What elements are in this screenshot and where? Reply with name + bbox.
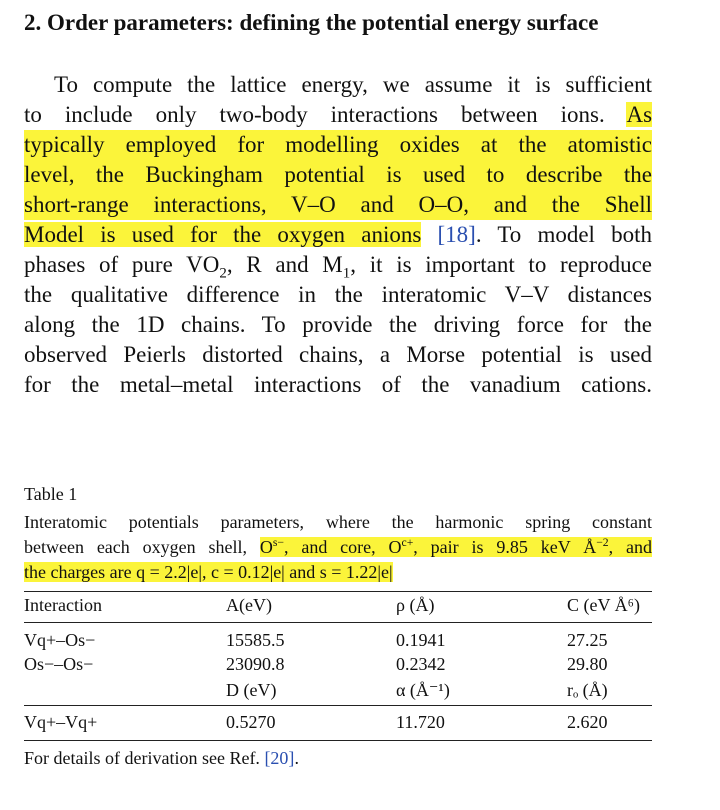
table-footnote [24, 748, 299, 769]
footnote-text: . [294, 748, 299, 768]
table-cell: 11.720 [396, 712, 445, 732]
para-line-4-highlighted: level, the Buckingham potential is used to describe the [24, 160, 652, 190]
header-rho: ρ (Å) [396, 595, 435, 615]
table-cell: 0.5270 [226, 712, 276, 732]
caption-line-1: Interatomic potentials parameters, where the harmonic spring constant [24, 512, 652, 532]
para-text: , R and M [226, 252, 343, 277]
table-cell: 29.80 [567, 654, 608, 674]
para-text: phases of pure VO [24, 252, 220, 277]
caption-text: O [259, 537, 273, 557]
subheader-d: D (eV) [226, 680, 277, 700]
para-line-7 [24, 250, 652, 280]
caption-text: , and [608, 537, 652, 557]
para-text: to include only two-body interactions between ions. [24, 102, 605, 127]
table-cell: 23090.8 [226, 654, 285, 674]
table-caption [24, 510, 652, 585]
highlight-end: Model is used for the oxygen anions [24, 222, 422, 247]
para-line-9: along the 1D chains. To provide the driving force for the [24, 312, 652, 337]
table-bottom-rule [24, 740, 652, 741]
para-text: , it is important to reproduce [350, 252, 652, 277]
table-row-interaction: Vq+–Os− [24, 630, 96, 650]
superscript: c+ [401, 536, 414, 549]
caption-line-3 [24, 560, 652, 585]
para-line-8: the qualitative difference in the interatomic V–V distances [24, 282, 652, 307]
highlight-start: As [626, 102, 653, 127]
para-line-10: observed Peierls distorted chains, a Morse potential is used [24, 342, 652, 367]
caption-text: between each oxygen shell, [24, 537, 247, 557]
subheader-alpha: α (Å⁻¹) [396, 680, 450, 700]
caption-text: , pair is 9.85 keV Å [413, 537, 597, 557]
subheader-r0: rₒ (Å) [567, 680, 608, 700]
caption-highlight: the charges are q = 2.2|e|, c = 0.12|e| and s = 1.22|e| [24, 562, 393, 582]
para-line-5-highlighted: short-range interactions, V–O and O–O, and the Shell [24, 190, 652, 220]
table-cell: 0.2342 [396, 654, 446, 674]
footnote-text: For details of derivation see Ref. [24, 748, 260, 768]
para-line-11: for the metal–metal interactions of the vanadium cations. [24, 372, 652, 397]
caption-text: , and core, O [283, 537, 402, 557]
table-cell: 2.620 [567, 712, 608, 732]
para-line-2 [24, 100, 652, 130]
table-mid-rule [24, 705, 652, 706]
table-cell: 15585.5 [226, 630, 285, 650]
superscript: −2 [596, 536, 609, 549]
table-top-rule [24, 591, 652, 592]
section-heading: 2. Order parameters: defining the potential energy surface [24, 10, 599, 35]
subscript: 2 [219, 265, 227, 282]
header-a: A(eV) [226, 595, 272, 615]
table-cell: 0.1941 [396, 630, 446, 650]
superscript: s− [272, 536, 284, 549]
caption-line-2 [24, 535, 652, 560]
para-text: . To model both [475, 222, 652, 247]
header-interaction: Interaction [24, 595, 102, 615]
table-row-interaction: Os−–Os− [24, 654, 94, 674]
table-header-rule [24, 622, 652, 623]
body-paragraph [24, 70, 652, 400]
para-line-6 [24, 220, 652, 250]
citation-link-18[interactable]: [18] [437, 222, 476, 247]
table-cell: 27.25 [567, 630, 608, 650]
citation-link-20[interactable]: [20] [264, 748, 295, 768]
header-c: C (eV Å⁶) [567, 595, 640, 615]
table-label: Table 1 [24, 484, 78, 504]
subscript: 1 [342, 265, 351, 282]
para-line-3-highlighted: typically employed for modelling oxides at the atomistic [24, 130, 652, 160]
caption-highlight [260, 537, 652, 557]
para-line-1: To compute the lattice energy, we assume it is sufficient [54, 72, 652, 97]
table-row-interaction: Vq+–Vq+ [24, 712, 98, 732]
